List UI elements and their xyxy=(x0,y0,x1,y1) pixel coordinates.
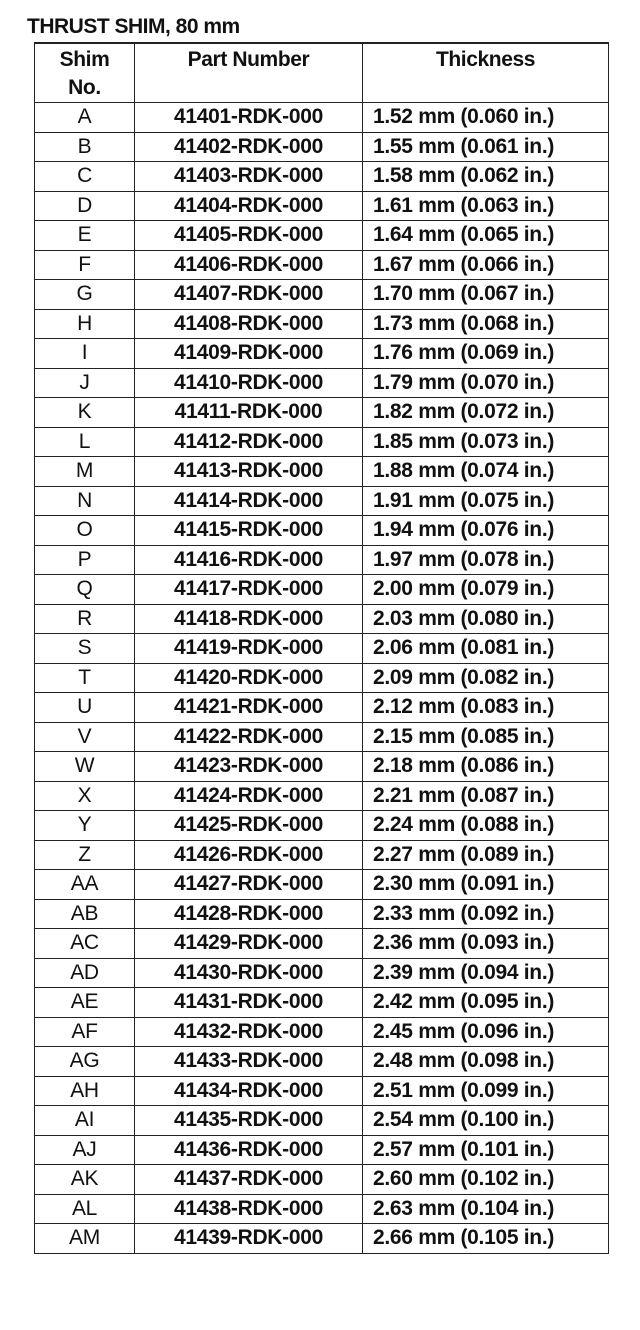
part-number-cell: 41412-RDK-000 xyxy=(135,427,363,457)
thickness-cell: 2.54 mm (0.100 in.) xyxy=(363,1106,609,1136)
part-number-cell: 41432-RDK-000 xyxy=(135,1017,363,1047)
part-number-cell: 41405-RDK-000 xyxy=(135,221,363,251)
thickness-cell: 1.79 mm (0.070 in.) xyxy=(363,368,609,398)
part-number-cell: 41429-RDK-000 xyxy=(135,929,363,959)
part-number-cell: 41415-RDK-000 xyxy=(135,516,363,546)
table-header-row xyxy=(35,43,609,103)
thickness-cell: 2.42 mm (0.095 in.) xyxy=(363,988,609,1018)
thickness-cell: 1.70 mm (0.067 in.) xyxy=(363,280,609,310)
shim-no-cell: AE xyxy=(35,988,135,1018)
table-row xyxy=(35,1047,609,1077)
thickness-cell: 1.73 mm (0.068 in.) xyxy=(363,309,609,339)
shim-no-cell: Q xyxy=(35,575,135,605)
table-row xyxy=(35,191,609,221)
thickness-cell: 2.00 mm (0.079 in.) xyxy=(363,575,609,605)
table-row xyxy=(35,988,609,1018)
part-number-cell: 41431-RDK-000 xyxy=(135,988,363,1018)
thickness-cell: 2.63 mm (0.104 in.) xyxy=(363,1194,609,1224)
table-row xyxy=(35,1165,609,1195)
thickness-cell: 2.21 mm (0.087 in.) xyxy=(363,781,609,811)
thickness-cell: 2.30 mm (0.091 in.) xyxy=(363,870,609,900)
shim-no-cell: AF xyxy=(35,1017,135,1047)
part-number-cell: 41410-RDK-000 xyxy=(135,368,363,398)
shim-no-cell: B xyxy=(35,132,135,162)
table-row xyxy=(35,103,609,133)
table-row xyxy=(35,162,609,192)
shim-no-cell: AB xyxy=(35,899,135,929)
shim-no-cell: N xyxy=(35,486,135,516)
shim-no-cell: AI xyxy=(35,1106,135,1136)
part-number-cell: 41416-RDK-000 xyxy=(135,545,363,575)
thickness-cell: 2.45 mm (0.096 in.) xyxy=(363,1017,609,1047)
thickness-cell: 2.48 mm (0.098 in.) xyxy=(363,1047,609,1077)
part-number-cell: 41428-RDK-000 xyxy=(135,899,363,929)
thrust-shim-table xyxy=(34,42,609,1254)
table-row xyxy=(35,1194,609,1224)
shim-no-cell: AM xyxy=(35,1224,135,1254)
header-shim-line2: No. xyxy=(68,76,101,99)
part-number-cell: 41409-RDK-000 xyxy=(135,339,363,369)
shim-no-cell: O xyxy=(35,516,135,546)
part-number-cell: 41414-RDK-000 xyxy=(135,486,363,516)
shim-no-cell: G xyxy=(35,280,135,310)
table-row xyxy=(35,486,609,516)
table-row xyxy=(35,427,609,457)
part-number-cell: 41404-RDK-000 xyxy=(135,191,363,221)
table-row xyxy=(35,958,609,988)
shim-no-cell: D xyxy=(35,191,135,221)
thickness-cell: 2.12 mm (0.083 in.) xyxy=(363,693,609,723)
thickness-cell: 2.06 mm (0.081 in.) xyxy=(363,634,609,664)
thickness-cell: 2.57 mm (0.101 in.) xyxy=(363,1135,609,1165)
part-number-cell: 41422-RDK-000 xyxy=(135,722,363,752)
shim-no-cell: J xyxy=(35,368,135,398)
table-row xyxy=(35,1076,609,1106)
part-number-cell: 41406-RDK-000 xyxy=(135,250,363,280)
header-shim-no xyxy=(35,43,135,103)
part-number-cell: 41425-RDK-000 xyxy=(135,811,363,841)
table-row xyxy=(35,693,609,723)
part-number-cell: 41423-RDK-000 xyxy=(135,752,363,782)
part-number-cell: 41413-RDK-000 xyxy=(135,457,363,487)
thickness-cell: 2.60 mm (0.102 in.) xyxy=(363,1165,609,1195)
table-row xyxy=(35,840,609,870)
part-number-cell: 41436-RDK-000 xyxy=(135,1135,363,1165)
thickness-cell: 2.03 mm (0.080 in.) xyxy=(363,604,609,634)
part-number-cell: 41421-RDK-000 xyxy=(135,693,363,723)
part-number-cell: 41426-RDK-000 xyxy=(135,840,363,870)
table-row xyxy=(35,368,609,398)
part-number-cell: 41420-RDK-000 xyxy=(135,663,363,693)
shim-no-cell: X xyxy=(35,781,135,811)
shim-no-cell: AJ xyxy=(35,1135,135,1165)
shim-no-cell: AD xyxy=(35,958,135,988)
table-row xyxy=(35,575,609,605)
table-row xyxy=(35,634,609,664)
part-number-cell: 41433-RDK-000 xyxy=(135,1047,363,1077)
shim-no-cell: Z xyxy=(35,840,135,870)
thickness-cell: 1.97 mm (0.078 in.) xyxy=(363,545,609,575)
shim-no-cell: M xyxy=(35,457,135,487)
shim-no-cell: AG xyxy=(35,1047,135,1077)
shim-no-cell: H xyxy=(35,309,135,339)
thickness-cell: 1.85 mm (0.073 in.) xyxy=(363,427,609,457)
part-number-cell: 41401-RDK-000 xyxy=(135,103,363,133)
thickness-cell: 1.67 mm (0.066 in.) xyxy=(363,250,609,280)
part-number-cell: 41430-RDK-000 xyxy=(135,958,363,988)
shim-no-cell: AK xyxy=(35,1165,135,1195)
table-row xyxy=(35,457,609,487)
header-thickness: Thickness xyxy=(363,43,609,103)
shim-no-cell: U xyxy=(35,693,135,723)
thickness-cell: 2.18 mm (0.086 in.) xyxy=(363,752,609,782)
table-row xyxy=(35,398,609,428)
table-row xyxy=(35,1135,609,1165)
part-number-cell: 41402-RDK-000 xyxy=(135,132,363,162)
thickness-cell: 1.52 mm (0.060 in.) xyxy=(363,103,609,133)
part-number-cell: 41434-RDK-000 xyxy=(135,1076,363,1106)
part-number-cell: 41407-RDK-000 xyxy=(135,280,363,310)
table-row xyxy=(35,929,609,959)
thickness-cell: 2.09 mm (0.082 in.) xyxy=(363,663,609,693)
table-body xyxy=(35,103,609,1254)
shim-no-cell: T xyxy=(35,663,135,693)
shim-no-cell: E xyxy=(35,221,135,251)
table-row xyxy=(35,781,609,811)
thickness-cell: 1.61 mm (0.063 in.) xyxy=(363,191,609,221)
thickness-cell: 1.55 mm (0.061 in.) xyxy=(363,132,609,162)
table-row xyxy=(35,545,609,575)
shim-no-cell: AC xyxy=(35,929,135,959)
part-number-cell: 41439-RDK-000 xyxy=(135,1224,363,1254)
page-title: THRUST SHIM, 80 mm xyxy=(27,15,240,38)
table-row xyxy=(35,1106,609,1136)
table-row xyxy=(35,1224,609,1254)
thickness-cell: 2.36 mm (0.093 in.) xyxy=(363,929,609,959)
table-row xyxy=(35,221,609,251)
part-number-cell: 41418-RDK-000 xyxy=(135,604,363,634)
shim-no-cell: AL xyxy=(35,1194,135,1224)
thickness-cell: 1.64 mm (0.065 in.) xyxy=(363,221,609,251)
shim-no-cell: Y xyxy=(35,811,135,841)
thickness-cell: 1.88 mm (0.074 in.) xyxy=(363,457,609,487)
table-row xyxy=(35,752,609,782)
table-row xyxy=(35,339,609,369)
table-row xyxy=(35,280,609,310)
table-row xyxy=(35,870,609,900)
table-row xyxy=(35,132,609,162)
table-row xyxy=(35,309,609,339)
shim-no-cell: W xyxy=(35,752,135,782)
part-number-cell: 41411-RDK-000 xyxy=(135,398,363,428)
header-part-number: Part Number xyxy=(135,43,363,103)
part-number-cell: 41427-RDK-000 xyxy=(135,870,363,900)
thickness-cell: 2.33 mm (0.092 in.) xyxy=(363,899,609,929)
part-number-cell: 41403-RDK-000 xyxy=(135,162,363,192)
thickness-cell: 2.39 mm (0.094 in.) xyxy=(363,958,609,988)
thickness-cell: 2.51 mm (0.099 in.) xyxy=(363,1076,609,1106)
thickness-cell: 2.24 mm (0.088 in.) xyxy=(363,811,609,841)
shim-no-cell: R xyxy=(35,604,135,634)
thickness-cell: 2.27 mm (0.089 in.) xyxy=(363,840,609,870)
part-number-cell: 41438-RDK-000 xyxy=(135,1194,363,1224)
table-row xyxy=(35,1017,609,1047)
thickness-cell: 1.91 mm (0.075 in.) xyxy=(363,486,609,516)
thickness-cell: 2.66 mm (0.105 in.) xyxy=(363,1224,609,1254)
shim-no-cell: C xyxy=(35,162,135,192)
shim-no-cell: AH xyxy=(35,1076,135,1106)
part-number-cell: 41435-RDK-000 xyxy=(135,1106,363,1136)
shim-no-cell: P xyxy=(35,545,135,575)
thickness-cell: 1.82 mm (0.072 in.) xyxy=(363,398,609,428)
part-number-cell: 41419-RDK-000 xyxy=(135,634,363,664)
part-number-cell: 41417-RDK-000 xyxy=(135,575,363,605)
shim-no-cell: A xyxy=(35,103,135,133)
table-row xyxy=(35,899,609,929)
table-row xyxy=(35,811,609,841)
part-number-cell: 41437-RDK-000 xyxy=(135,1165,363,1195)
shim-no-cell: F xyxy=(35,250,135,280)
shim-no-cell: L xyxy=(35,427,135,457)
thickness-cell: 2.15 mm (0.085 in.) xyxy=(363,722,609,752)
header-shim-line1: Shim xyxy=(59,48,110,71)
thickness-cell: 1.94 mm (0.076 in.) xyxy=(363,516,609,546)
shim-no-cell: AA xyxy=(35,870,135,900)
thickness-cell: 1.76 mm (0.069 in.) xyxy=(363,339,609,369)
part-number-cell: 41408-RDK-000 xyxy=(135,309,363,339)
shim-no-cell: K xyxy=(35,398,135,428)
shim-no-cell: I xyxy=(35,339,135,369)
shim-no-cell: S xyxy=(35,634,135,664)
thickness-cell: 1.58 mm (0.062 in.) xyxy=(363,162,609,192)
table-row xyxy=(35,516,609,546)
part-number-cell: 41424-RDK-000 xyxy=(135,781,363,811)
table-row xyxy=(35,722,609,752)
table-row xyxy=(35,604,609,634)
table-row xyxy=(35,663,609,693)
table-row xyxy=(35,250,609,280)
shim-no-cell: V xyxy=(35,722,135,752)
